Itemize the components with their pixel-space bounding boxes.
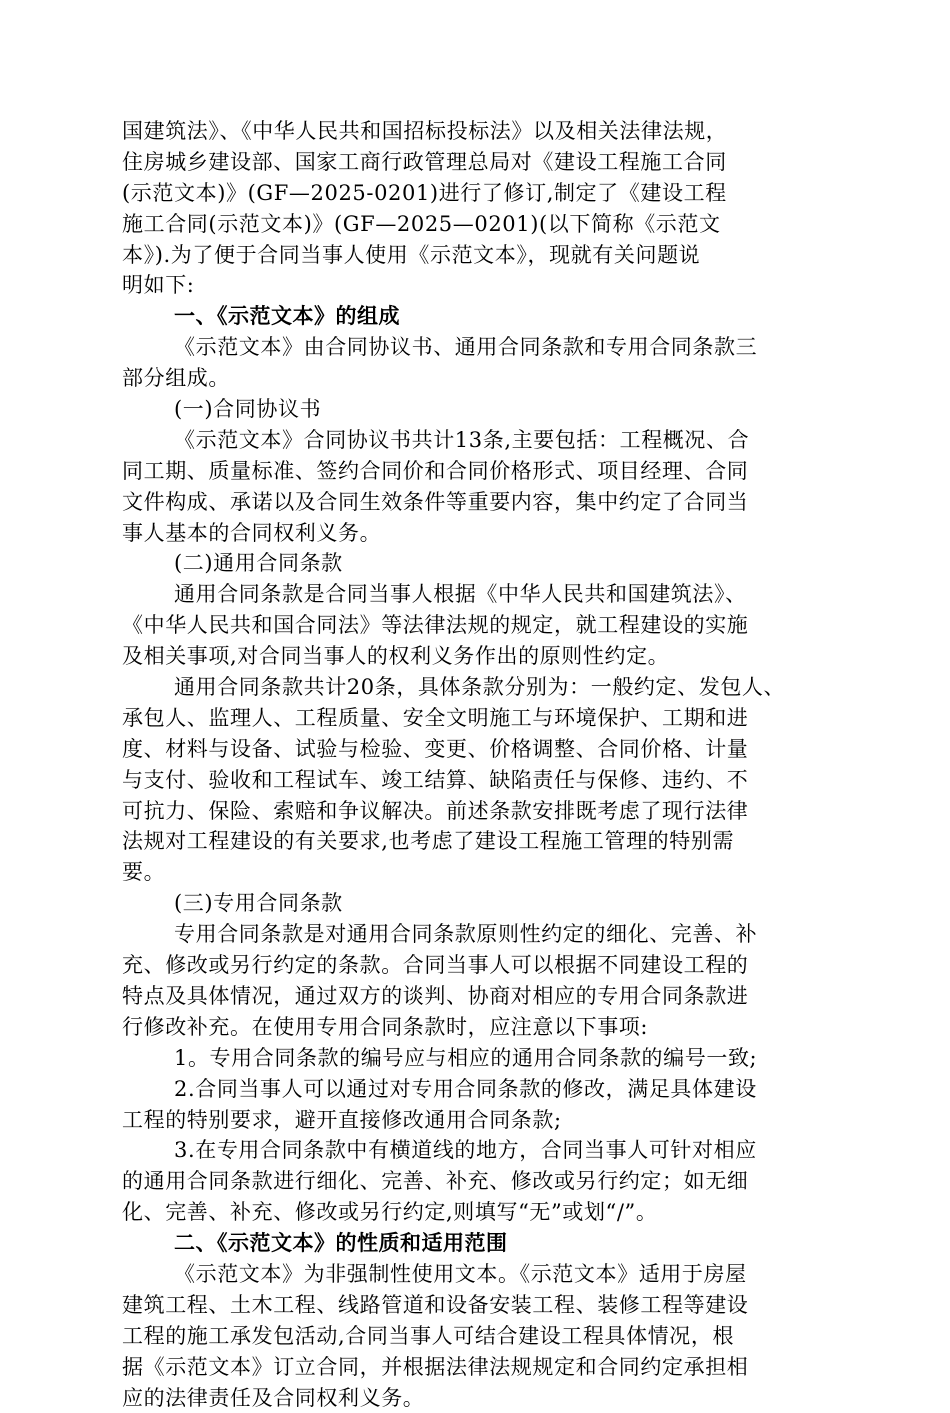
text-line: 建筑工程、土木工程、线路管道和设备安装工程、装修工程等建设 bbox=[122, 1292, 749, 1317]
text-line: 《中华人民共和国合同法》等法律法规的规定，就工程建设的实施 bbox=[122, 613, 749, 638]
text-line: 据《示范文本》订立合同，并根据法律法规规定和合同约定承担相 bbox=[122, 1354, 749, 1379]
text-line: 法规对工程建设的有关要求,也考虑了建设工程施工管理的特别需 bbox=[122, 829, 735, 854]
text-line: 工程的特别要求，避开直接修改通用合同条款; bbox=[122, 1107, 562, 1132]
text-line: 国建筑法》、《中华人民共和国招标投标法》以及相关法律法规， bbox=[122, 119, 728, 143]
text-line: 3.在专用合同条款中有横道线的地方，合同当事人可针对相应 bbox=[174, 1138, 757, 1163]
text-line: 施工合同(示范文本)》(GF—2025—0201)(以下简称《示范文 bbox=[122, 211, 721, 236]
text-line: 住房城乡建设部、国家工商行政管理总局对《建设工程施工合同 bbox=[122, 149, 727, 174]
text-line: (一)合同协议书 bbox=[174, 397, 322, 422]
text-line: 文件构成、承诺以及合同生效条件等重要内容，集中约定了合同当 bbox=[122, 489, 749, 514]
text-line: 部分组成。 bbox=[122, 366, 230, 391]
text-line: (二)通用合同条款 bbox=[174, 551, 343, 576]
text-line: 充、修改或另行约定的条款。合同当事人可以根据不同建设工程的 bbox=[122, 953, 749, 978]
text-line: 承包人、监理人、工程质量、安全文明施工与环境保护、工期和进 bbox=[122, 705, 749, 730]
text-line: 可抗力、保险、索赔和争议解决。前述条款安排既考虑了现行法律 bbox=[122, 798, 749, 823]
text-line: 度、材料与设备、试验与检验、变更、价格调整、合同价格、计量 bbox=[122, 736, 749, 761]
text-line: 《示范文本》由合同协议书、通用合同条款和专用合同条款三 bbox=[174, 335, 758, 360]
text-line: 特点及具体情况，通过双方的谈判、协商对相应的专用合同条款进 bbox=[122, 983, 749, 1008]
text-line: 及相关事项,对合同当事人的权利义务作出的原则性约定。 bbox=[122, 644, 670, 669]
text-line: 明如下: bbox=[122, 273, 195, 298]
section-heading: 一、《示范文本》的组成 bbox=[174, 304, 400, 329]
text-line: 2.合同当事人可以通过对专用合同条款的修改，满足具体建设 bbox=[174, 1076, 757, 1101]
text-line: 专用合同条款是对通用合同条款原则性约定的细化、完善、补 bbox=[174, 922, 758, 947]
text-line: 同工期、质量标准、签约合同价和合同价格形式、项目经理、合同 bbox=[122, 458, 749, 483]
section-heading: 二、《示范文本》的性质和适用范围 bbox=[174, 1231, 508, 1256]
text-line: 通用合同条款是合同当事人根据《中华人民共和国建筑法》、 bbox=[174, 582, 747, 607]
text-line: 与支付、验收和工程试车、竣工结算、缺陷责任与保修、违约、不 bbox=[122, 767, 749, 792]
text-line: (示范文本)》(GF—2025-0201)进行了修订,制定了《建设工程 bbox=[122, 180, 727, 205]
text-line: 工程的施工承发包活动,合同当事人可结合建设工程具体情况，根 bbox=[122, 1323, 735, 1348]
text-line: 要。 bbox=[122, 860, 166, 885]
text-line: 化、完善、补充、修改或另行约定,则填写“无”或划“/”。 bbox=[122, 1200, 658, 1225]
text-line: 《示范文本》合同协议书共计13条,主要包括：工程概况、合 bbox=[174, 427, 750, 452]
text-line: 行修改补充。在使用专用合同条款时，应注意以下事项: bbox=[122, 1014, 649, 1039]
text-line: (三)专用合同条款 bbox=[174, 891, 343, 916]
document-body bbox=[122, 116, 834, 1413]
text-line: 应的法律责任及合同权利义务。 bbox=[122, 1385, 425, 1410]
text-line: 事人基本的合同权利义务。 bbox=[122, 520, 382, 545]
text-line: 本》).为了便于合同当事人使用《示范文本》，现就有关问题说 bbox=[122, 242, 701, 267]
text-line: 《示范文本》为非强制性使用文本。《示范文本》适用于房屋 bbox=[174, 1261, 747, 1286]
text-line: 的通用合同条款进行细化、完善、补充、修改或另行约定；如无细 bbox=[122, 1169, 749, 1194]
text-line: 通用合同条款共计20条，具体条款分别为：一般约定、发包人、 bbox=[174, 675, 786, 700]
text-line: 1。专用合同条款的编号应与相应的通用合同条款的编号一致; bbox=[174, 1045, 758, 1070]
